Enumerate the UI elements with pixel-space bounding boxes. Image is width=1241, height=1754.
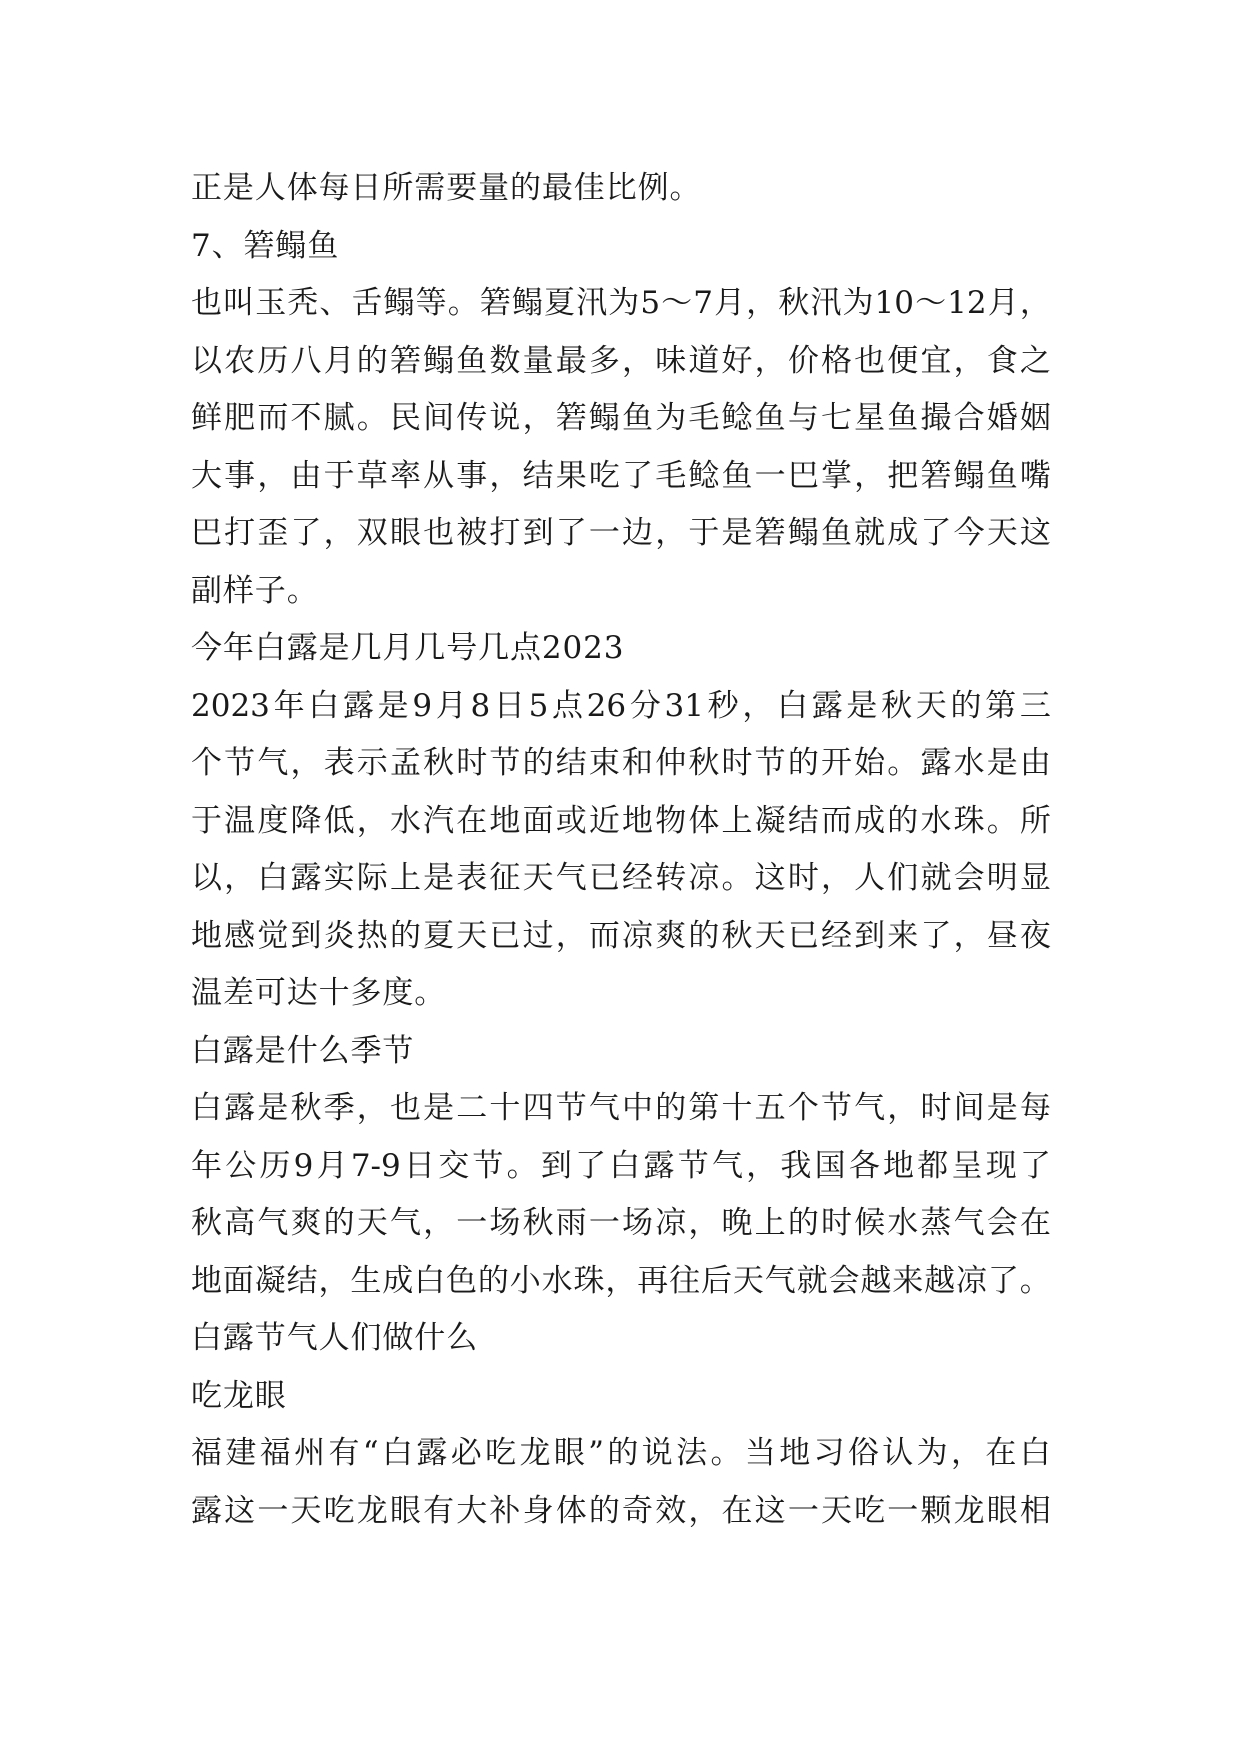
text-line: 巴 打 歪 了 ， 双 眼 也 被 打 到 了 一 边 ， 于 是 箬 鳎 鱼 就 成 了 今 天 这 <box>191 515 1051 551</box>
section-heading: 白露节气人们做什么 <box>191 1320 479 1356</box>
text-line: 地 面 凝 结 ， 生 成 白 色 的 小 水 珠 ， 再 往 后 天 气 就 会 越 来 越 凉 了 。 <box>191 1262 1051 1299</box>
section-heading: 7、箬鳎鱼 <box>191 227 340 264</box>
section-heading: 白露是什么季节 <box>191 1032 415 1069</box>
text-line: 以 ， 白 露 实 际 上 是 表 征 天 气 已 经 转 凉 。 这 时 ， 人 们 就 会 明 显 <box>191 860 1051 896</box>
text-line: 2023 年 白 露 是 9 月 8 日 5 点 26 分 31 秒 ， 白 露 是 秋 天 的 第 三 <box>191 687 1051 724</box>
text-line: 年 公 历 9 月 7-9 日 交 节 。 到 了 白 露 节 气 ， 我 国 各 地 都 呈 现 了 <box>191 1147 1051 1184</box>
text-line: 鲜 肥 而 不 腻 。 民 间 传 说 ， 箬 鳎 鱼 为 毛 鲶 鱼 与 七 星 鱼 撮 合 婚 姻 <box>191 400 1051 436</box>
text-line: 露 这 一 天 吃 龙 眼 有 大 补 身 体 的 奇 效 ， 在 这 一 天 吃 一 颗 龙 眼 相 <box>191 1492 1051 1529</box>
text-line: 秋 高 气 爽 的 天 气 ， 一 场 秋 雨 一 场 凉 ， 晚 上 的 时 候 水 蒸 气 会 在 <box>191 1205 1051 1241</box>
text-line: 个 节 气 ， 表 示 孟 秋 时 节 的 结 束 和 仲 秋 时 节 的 开 始 。 露 水 是 由 <box>191 745 1051 781</box>
text-line: 地 感 觉 到 炎 热 的 夏 天 已 过 ， 而 凉 爽 的 秋 天 已 经 到 来 了 ， 昼 夜 <box>191 917 1051 954</box>
text-line: 以 农 历 八 月 的 箬 鳎 鱼 数 量 最 多 ， 味 道 好 ， 价 格 也 便 宜 ， 食 之 <box>191 342 1051 379</box>
document-body <box>191 160 1051 1540</box>
section-heading: 今年白露是几月几号几点2023 <box>191 630 625 666</box>
text-line: 温差可达十多度。 <box>191 975 447 1011</box>
section-heading: 吃龙眼 <box>191 1377 287 1414</box>
text-line: 大 事 ， 由 于 草 率 从 事 ， 结 果 吃 了 毛 鲶 鱼 一 巴 掌 ， 把 箬 鳎 鱼 嘴 <box>191 457 1051 494</box>
text-line: 白 露 是 秋 季 ， 也 是 二 十 四 节 气 中 的 第 十 五 个 节 气 ， 时 间 是 每 <box>191 1090 1051 1126</box>
text-line: 于 温 度 降 低 ， 水 汽 在 地 面 或 近 地 物 体 上 凝 结 而 成 的 水 珠 。 所 <box>191 802 1051 839</box>
text-line: 也 叫 玉 秃 、 舌 鳎 等 。 箬 鳎 夏 汛 为 5 ～ 7 月 ， 秋 汛 为 10 ～ 12 月 ， <box>191 285 1051 321</box>
text-line: 福 建 福 州 有 “ 白 露 必 吃 龙 眼 ” 的 说 法 。 当 地 习 俗 认 为 ， 在 白 <box>191 1435 1051 1471</box>
text-line: 正是人体每日所需要量的最佳比例。 <box>191 170 702 206</box>
text-line: 副样子。 <box>191 572 319 609</box>
